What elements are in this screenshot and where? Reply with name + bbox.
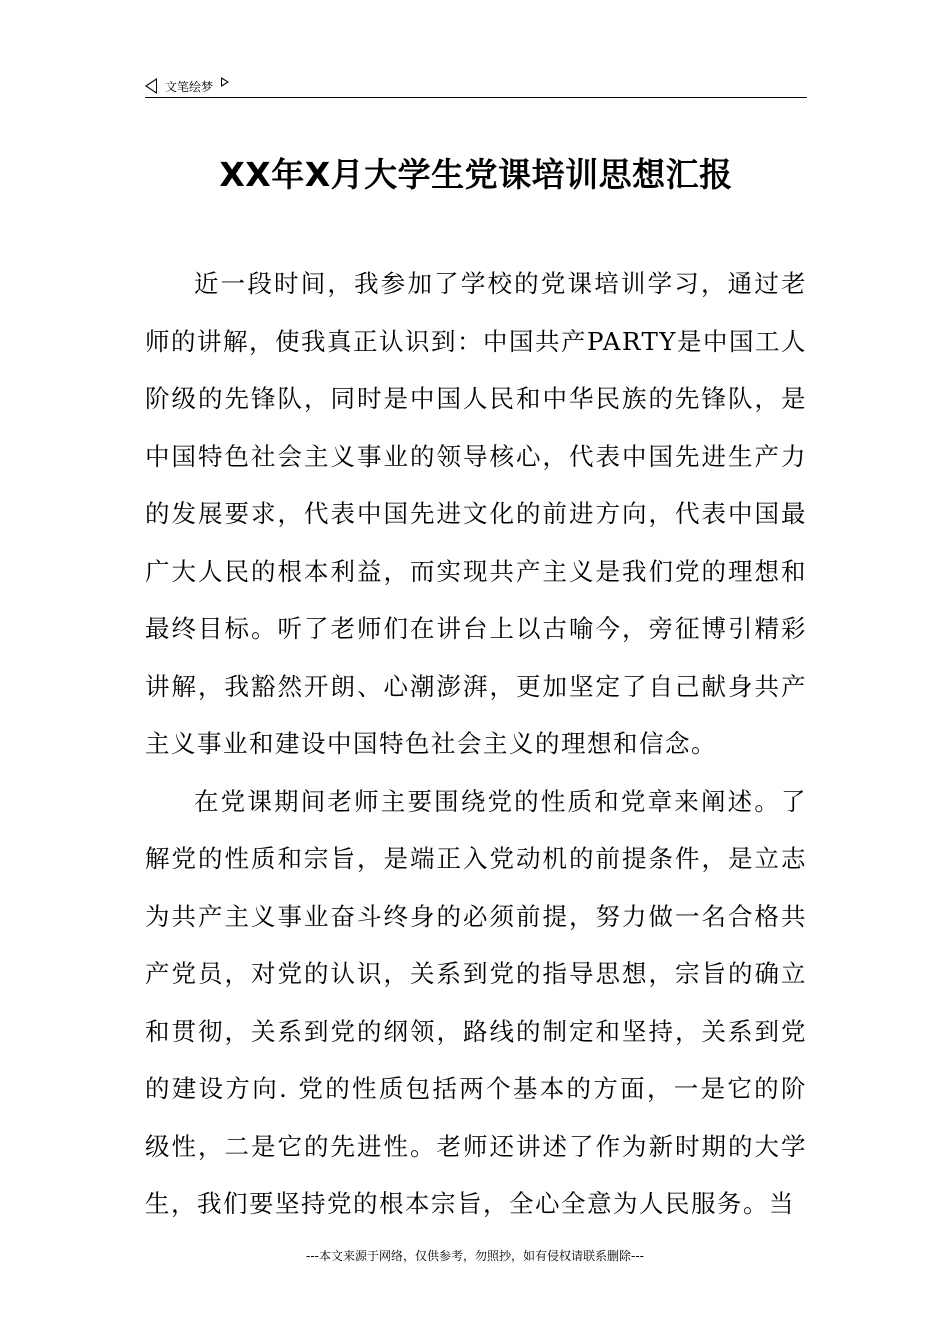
paragraph-2: 在党课期间老师主要围绕党的性质和党章来阐述。了解党的性质和宗旨，是端正入党动机的前提条件，是立志为共产主义事业奋斗终身的必须前提，努力做一名合格共产党员，对党的认识，关系到党的指导思想，宗旨的确立和贯彻，关系到党的纲领，路线的制定和坚持，关系到党的建设方向. 党的性质包括两个基本的方面，一是它的阶级性，二是它的先进性。老师还讲述了作为新时期的大学生，我们要坚持党的根本宗旨，全心全意为人民服务。当 [145,786,807,1218]
footer-notice: ---本文来源于网络，仅供参考，勿照抄，如有侵权请联系删除--- [306,1249,644,1263]
paragraph-1: 近一段时间，我参加了学校的党课培训学习，通过老师的讲解，使我真正认识到：中国共产PARTY是中国工人阶级的先锋队，同时是中国人民和中华民族的先锋队，是中国特色社会主义事业的领导核心，代表中国先进生产力的发展要求，代表中国先进文化的前进方向，代表中国最广大人民的根本利益，而实现共产主义是我们党的理想和最终目标。听了老师们在讲台上以古喻今，旁征博引精彩讲解，我豁然开朗、心潮澎湃，更加坚定了自己献身共产主义事业和建设中国特色社会主义的理想和信念。 [145,269,807,758]
triangle-left-icon [145,78,157,94]
triangle-right-icon [221,77,229,87]
document-body [145,255,807,1233]
header-divider [145,97,807,98]
document-title: XX年X月大学生党课培训思想汇报 [219,155,733,195]
header-brand: 文笔绘梦 [165,79,214,94]
page-header [145,74,807,98]
